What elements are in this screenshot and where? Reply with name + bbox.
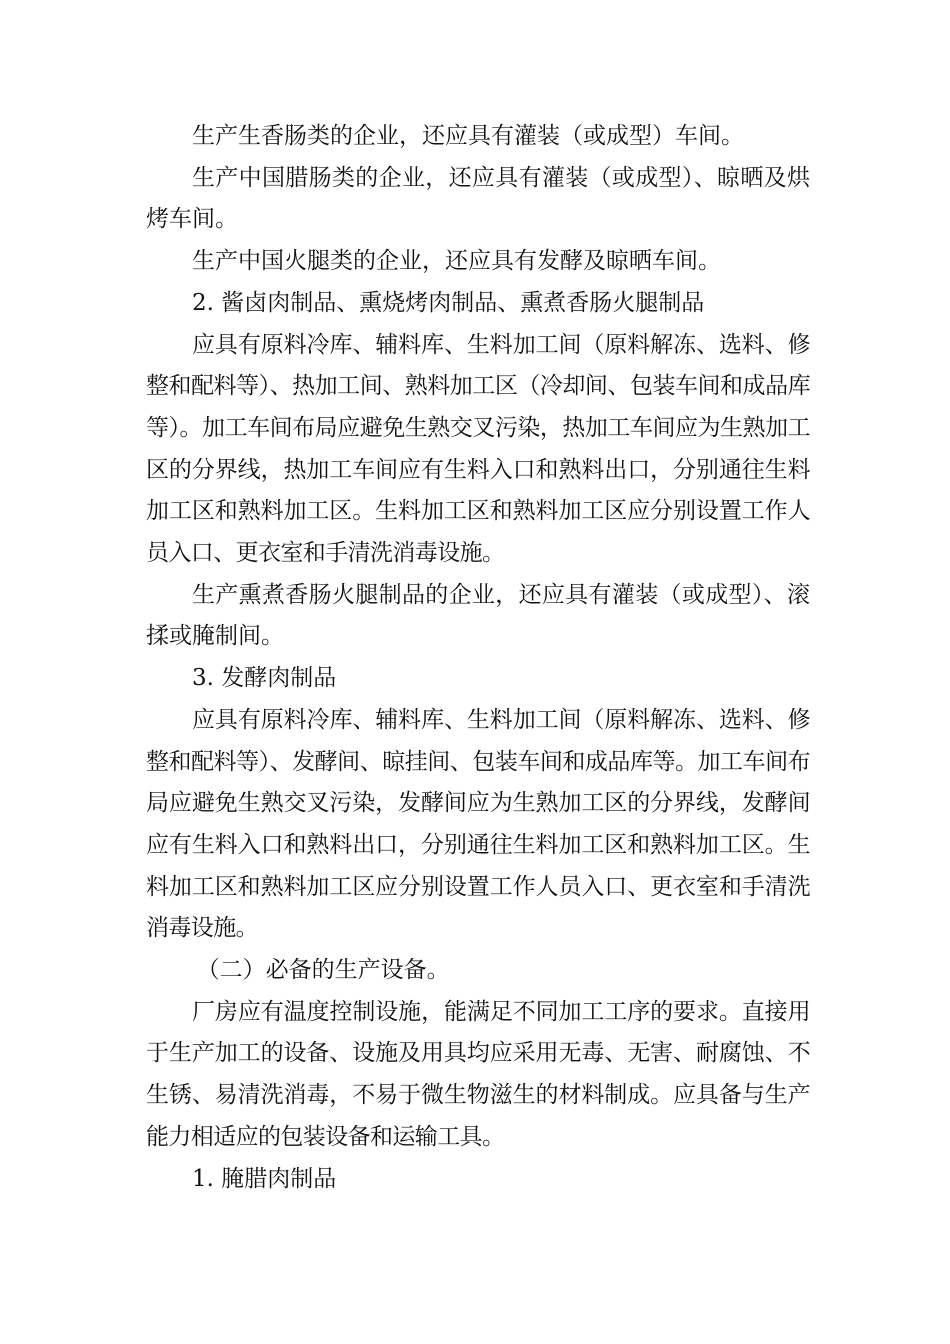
paragraph-equipment-requirements: 厂房应有温度控制设施，能满足不同加工工序的要求。直接用于生产加工的设备、设施及用具均应采用无毒、无害、耐腐蚀、不生锈、易清洗消毒，不易于微生物滋生的材料制成。应具备与生产能力相适应的包装设备和运输工具。 <box>146 998 810 1150</box>
heading-required-production-equipment: （二）必备的生产设备。 <box>196 957 450 984</box>
paragraph-smoked-sausage-ham-workshop: 生产熏煮香肠火腿制品的企业，还应具有灌装（或成型）、滚揉或腌制间。 <box>146 581 810 650</box>
paragraph-raw-sausage-workshop: 生产生香肠类的企业，还应具有灌装（或成型）车间。 <box>192 123 744 149</box>
heading-braised-smoked-products: 2. 酱卤肉制品、熏烧烤肉制品、熏煮香肠火腿制品 <box>192 289 705 316</box>
paragraph-fermented-requirements: 应具有原料冷库、辅料库、生料加工间（原料解冻、选料、修整和配料等）、发酵间、晾挂间、包装车间和成品库等。加工车间布局应避免生熟交叉污染，发酵间应为生熟加工区的分界线，发酵间应有生料入口和熟料出口，分别通往生料加工区和熟料加工区。生料加工区和熟料加工区应分别设置工作人员入口、更衣室和手清洗消毒设施。 <box>146 706 810 942</box>
paragraph-braised-smoked-requirements: 应具有原料冷库、辅料库、生料加工间（原料解冻、选料、修整和配料等）、热加工间、熟料加工区（冷却间、包装车间和成品库等）。加工车间布局应避免生熟交叉污染，热加工车间应为生熟加工区的分界线，热加工车间应有生料入口和熟料出口，分别通往生料加工区和熟料加工区。生料加工区和熟料加工区应分别设置工作人员入口、更衣室和手清洗消毒设施。 <box>146 331 810 567</box>
heading-fermented-meat-products: 3. 发酵肉制品 <box>192 665 337 692</box>
paragraph-chinese-ham-workshop: 生产中国火腿类的企业，还应具有发酵及晾晒车间。 <box>192 248 721 275</box>
document-body <box>146 116 810 1200</box>
heading-cured-meat-products: 1. 腌腊肉制品 <box>192 1165 337 1192</box>
paragraph-chinese-sausage-workshop: 生产中国腊肠类的企业，还应具有灌装（或成型）、晾晒及烘烤车间。 <box>146 164 810 233</box>
